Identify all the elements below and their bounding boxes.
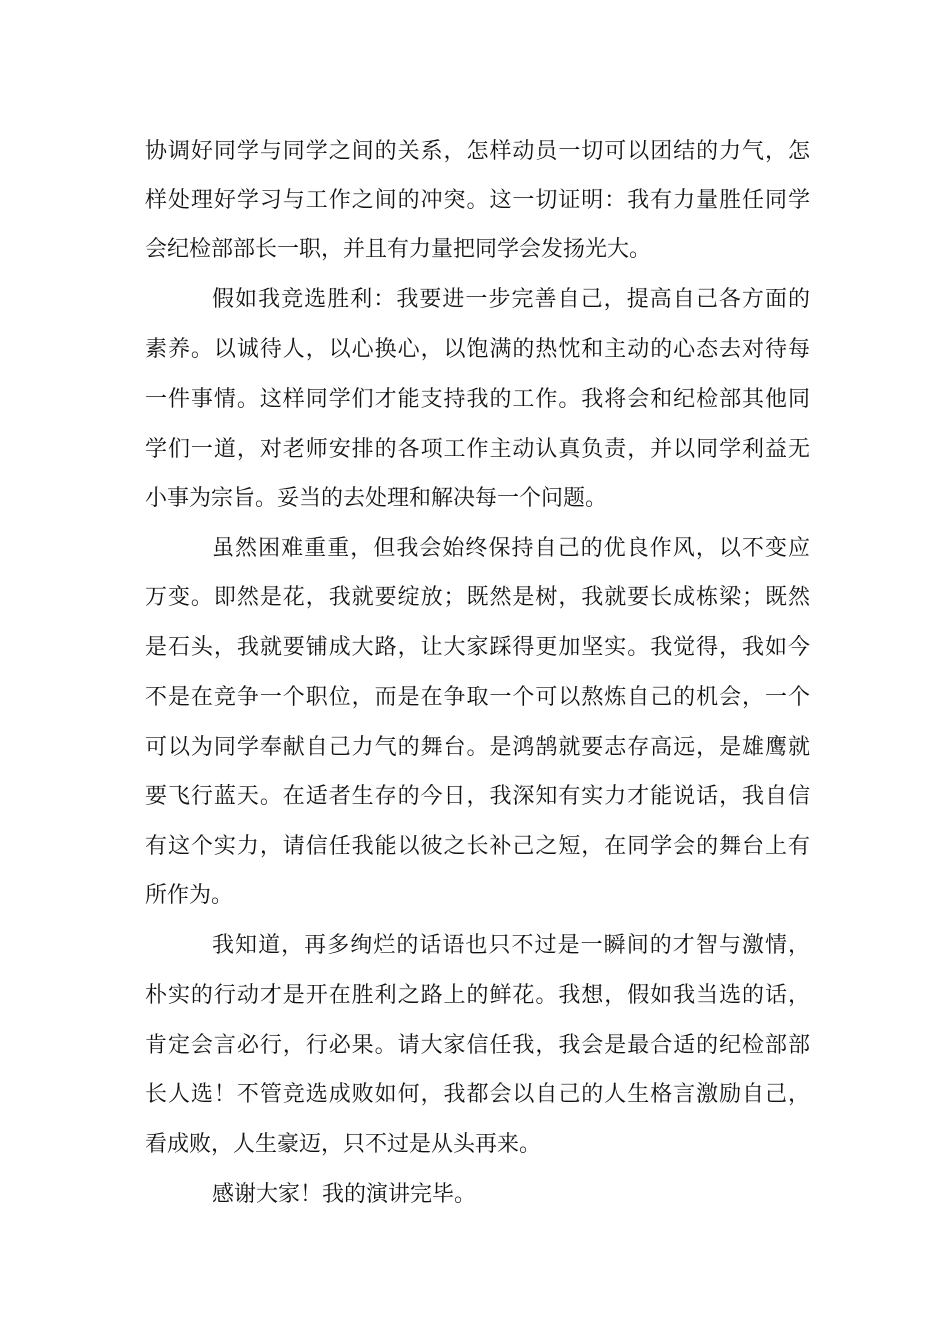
text-line: 有这个实力，请信任我能以彼之长补己之短，在同学会的舞台上有 (145, 834, 810, 859)
text-line: 看成败，人生豪迈，只不过是从头再来。 (145, 1132, 542, 1157)
text-line: 长人选！不管竞选成败如何，我都会以自己的人生格言激励自己， (145, 1082, 810, 1107)
text-line: 要飞行蓝天。在适者生存的今日，我深知有实力才能说话，我自信 (145, 784, 810, 809)
paragraph-first-line: 我知道，再多绚烂的话语也只不过是一瞬间的才智与激情， (212, 933, 810, 958)
text-line: 协调好同学与同学之间的关系，怎样动员一切可以团结的力气，怎 (145, 139, 810, 164)
text-line: 一件事情。这样同学们才能支持我的工作。我将会和纪检部其他同 (145, 387, 810, 412)
text-line: 样处理好学习与工作之间的冲突。这一切证明：我有力量胜任同学 (145, 188, 810, 213)
text-line: 可以为同学奉献自己力气的舞台。是鸿鹄就要志存高远，是雄鹰就 (145, 735, 810, 760)
text-line: 所作为。 (145, 883, 234, 908)
text-line: 万变。即然是花，我就要绽放；既然是树，我就要长成栋梁；既然 (145, 585, 810, 610)
text-line: 素养。以诚待人，以心换心，以饱满的热忱和主动的心态去对待每 (145, 337, 810, 362)
paragraph-first-line: 假如我竞选胜利：我要进一步完善自己，提高自己各方面的 (212, 287, 810, 312)
text-line: 学们一道，对老师安排的各项工作主动认真负责，并以同学利益无 (145, 437, 810, 462)
text-line: 会纪检部部长一职，并且有力量把同学会发扬光大。 (145, 237, 652, 262)
text-line: 肯定会言必行，行必果。请大家信任我，我会是最合适的纪检部部 (145, 1033, 810, 1058)
text-line: 朴实的行动才是开在胜利之路上的鲜花。我想，假如我当选的话， (145, 983, 810, 1008)
paragraph-first-line: 虽然困难重重，但我会始终保持自己的优良作风，以不变应 (212, 536, 810, 561)
closing-line: 感谢大家！我的演讲完毕。 (212, 1182, 477, 1207)
text-line: 是石头，我就要铺成大路，让大家踩得更加坚实。我觉得，我如今 (145, 635, 810, 660)
text-line: 不是在竞争一个职位，而是在争取一个可以熬炼自己的机会，一个 (145, 685, 810, 710)
text-line: 小事为宗旨。妥当的去处理和解决每一个问题。 (145, 486, 608, 511)
